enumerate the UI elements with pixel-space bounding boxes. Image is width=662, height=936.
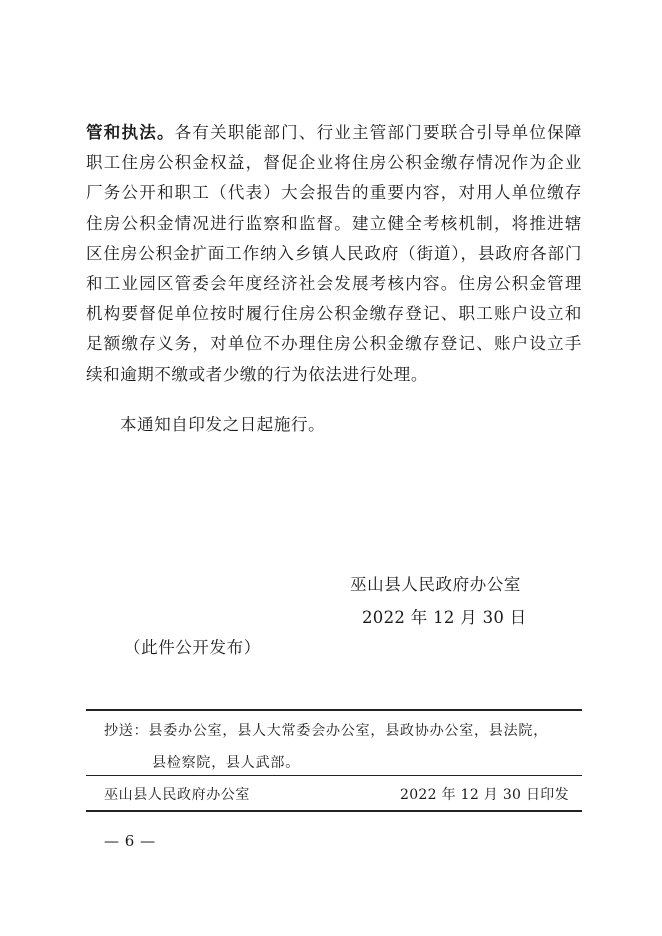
body-line-9: 续和逾期不缴或者少缴的行为依法进行处理。 [86, 364, 428, 384]
body-line-3: 厂务公开和职工（代表）大会报告的重要内容，对用人单位缴存 [86, 183, 582, 203]
footer-bottom-rule [86, 810, 582, 812]
signature-date: 2022 年 12 月 30 日 [362, 608, 527, 627]
body-line-1-text: 各有关职能部门、行业主管部门要联合引导单位保障 [174, 123, 582, 142]
cc-line-1: 抄送：县委办公室，县人大常委会办公室，县政协办公室，县法院， [104, 723, 548, 739]
body-paragraph [86, 118, 582, 390]
publication-note: （此件公开发布） [124, 638, 261, 657]
page-number: — 6 — [104, 832, 156, 850]
body-line-6: 和工业园区管委会年度经济社会发展考核内容。住房公积金管理 [86, 274, 582, 294]
footer-issue-date: 2022 年 12 月 30 日印发 [400, 787, 569, 803]
effective-notice: 本通知自印发之日起施行。 [120, 415, 326, 434]
body-line-5: 区住房公积金扩面工作纳入乡镇人民政府（街道），县政府各部门 [86, 243, 582, 263]
cc-top-rule [86, 709, 582, 711]
cc-line-2: 县检察院，县人武部。 [152, 755, 300, 771]
body-line-8: 足额缴存义务，对单位不办理住房公积金缴存登记、账户设立手 [86, 334, 582, 354]
bold-lead: 管和执法。 [86, 123, 175, 142]
body-line-2: 职工住房公积金权益，督促企业将住房公积金缴存情况作为企业 [86, 153, 582, 173]
cc-bottom-rule [86, 775, 582, 776]
body-line-4: 住房公积金情况进行监察和监督。建立健全考核机制，将推进辖 [86, 213, 582, 233]
footer-issuer: 巫山县人民政府办公室 [104, 787, 250, 803]
body-line-7: 机构要督促单位按时履行住房公积金缴存登记、职工账户设立和 [86, 304, 582, 324]
body-line-1 [86, 118, 582, 148]
signature-org: 巫山县人民政府办公室 [350, 575, 521, 594]
